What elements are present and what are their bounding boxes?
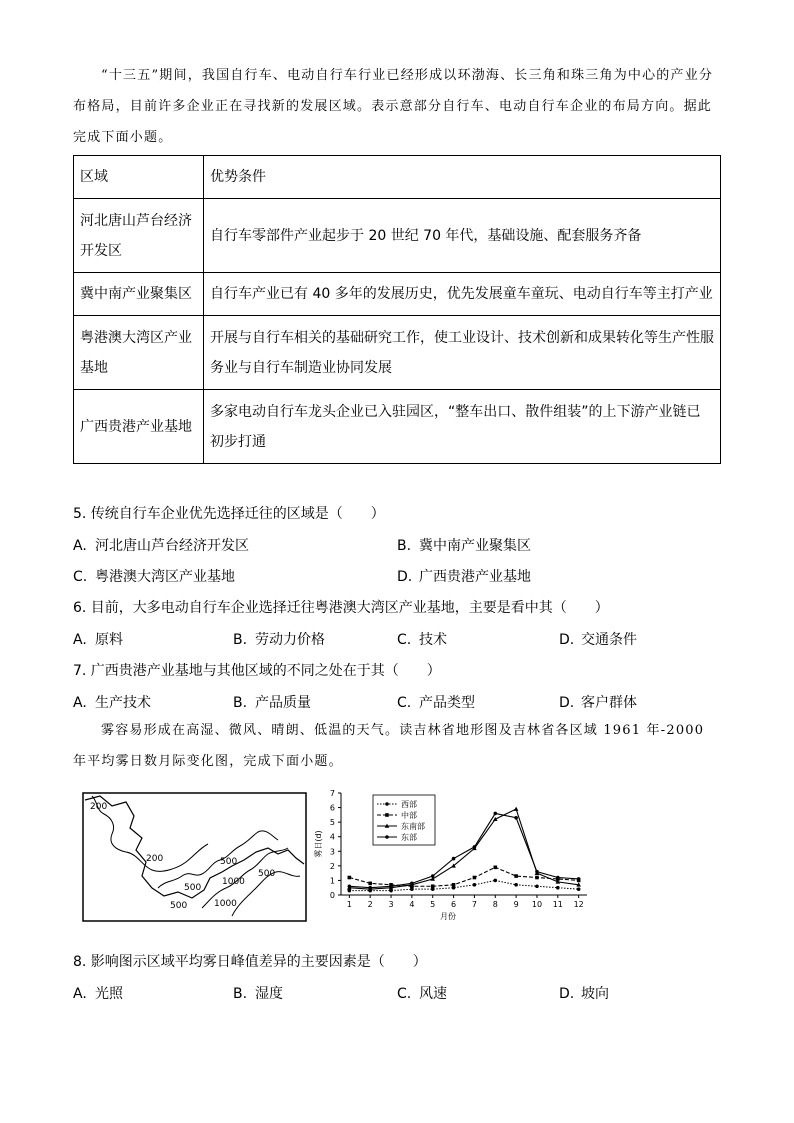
- option-letter: D.: [397, 569, 413, 585]
- data-point: [368, 882, 372, 886]
- option-letter: C.: [397, 632, 412, 648]
- data-point: [556, 876, 560, 880]
- question-7-stem: 7. 广西贵港产业基地与其他区域的不同之处在于其（ ）: [73, 663, 441, 679]
- contour-label: 500: [184, 883, 202, 893]
- contour-label: 1000: [214, 899, 237, 909]
- map-frame: [83, 793, 306, 921]
- data-point: [348, 884, 352, 888]
- y-tick-label: 4: [329, 832, 335, 842]
- legend-marker: [385, 835, 389, 839]
- y-tick-label: 3: [329, 847, 335, 857]
- data-point: [473, 883, 477, 887]
- x-tick-label: 5: [430, 900, 436, 909]
- fog-days-chart: [305, 787, 595, 927]
- y-axis-label: 雾日(d): [314, 830, 323, 858]
- data-point: [514, 874, 518, 878]
- x-tick-label: 9: [513, 900, 519, 909]
- question-6-stem: 6. 目前，大多电动自行车企业选择迁往粤港澳大湾区产业基地，主要是看中其（ ）: [73, 600, 609, 616]
- question-7-option-a[interactable]: [73, 692, 151, 712]
- option-letter: B.: [233, 986, 248, 1002]
- question-8-option-a[interactable]: [73, 983, 123, 1003]
- question-6-option-a[interactable]: [73, 629, 123, 649]
- y-tick-label: 7: [329, 789, 335, 798]
- table-row: [74, 390, 721, 464]
- question-7-option-d[interactable]: [559, 692, 637, 712]
- option-letter: A.: [73, 538, 87, 554]
- question-8-option-b[interactable]: [233, 983, 283, 1003]
- option-letter: B.: [233, 695, 248, 711]
- option-text: 光照: [95, 986, 123, 1002]
- data-point: [431, 874, 435, 878]
- data-point: [514, 807, 519, 811]
- x-tick-label: 3: [388, 900, 394, 909]
- option-letter: A.: [73, 695, 87, 711]
- data-point: [556, 886, 560, 890]
- data-point: [514, 883, 518, 887]
- data-point: [577, 877, 581, 881]
- contour-label: 200: [90, 802, 108, 812]
- table-cell-region: 冀中南产业聚集区: [74, 273, 204, 316]
- x-tick-label: 6: [451, 900, 457, 909]
- question-6-option-d[interactable]: [559, 629, 637, 649]
- legend-marker: [385, 813, 389, 817]
- y-tick-label: 0: [329, 891, 335, 900]
- option-letter: D.: [559, 986, 575, 1002]
- table-cell-advantage: 开展与自行车相关的基础研究工作，使工业设计、技术创新和成果转化等生产性服务业与自行车制造业协同发展: [204, 316, 721, 390]
- x-tick-label: 2: [367, 900, 373, 909]
- option-text: 广西贵港产业基地: [419, 569, 531, 585]
- data-point: [348, 876, 352, 880]
- x-tick-label: 12: [573, 900, 584, 909]
- data-point: [473, 845, 477, 849]
- x-tick-label: 7: [471, 900, 477, 909]
- jilin-terrain-map: [82, 792, 307, 922]
- table-cell-region: 广西贵港产业基地: [74, 390, 204, 464]
- contour-label: 200: [146, 854, 164, 864]
- question-5-option-c[interactable]: [73, 566, 235, 586]
- question-6-option-b[interactable]: [233, 629, 325, 649]
- question-8-stem: 8. 影响图示区域平均雾日峰值差异的主要因素是（ ）: [73, 954, 427, 970]
- option-letter: D.: [559, 695, 575, 711]
- contour-label: 1000: [222, 877, 245, 887]
- option-letter: C.: [73, 569, 88, 585]
- y-tick-label: 6: [329, 803, 335, 813]
- data-point: [535, 870, 539, 874]
- question-5-option-a[interactable]: [73, 535, 249, 555]
- data-point: [452, 883, 456, 887]
- data-point: [535, 876, 539, 880]
- question-5-option-b[interactable]: [397, 535, 531, 555]
- legend-marker: [385, 802, 389, 806]
- option-text: 湿度: [255, 986, 283, 1002]
- option-text: 客户群体: [581, 695, 637, 711]
- intro-paragraph-2: 雾容易形成在高湿、微风、晴朗、低温的天气。读吉林省地形图及吉林省各区域 1961 年-2000 年平均雾日数月际变化图，完成下面小题。: [73, 723, 705, 769]
- x-tick-label: 8: [492, 900, 498, 909]
- option-letter: A.: [73, 986, 87, 1002]
- x-tick-label: 4: [409, 900, 415, 909]
- option-text: 劳动力价格: [255, 632, 325, 648]
- data-point: [493, 879, 497, 883]
- table-header-row: [74, 156, 721, 199]
- data-point: [535, 884, 539, 888]
- question-5-stem: 5. 传统自行车企业优先选择迁往的区域是（ ）: [73, 506, 385, 522]
- table-cell-advantage: 自行车零部件产业起步于 20 世纪 70 年代，基础设施、配套服务齐备: [204, 199, 721, 273]
- legend-label: 东部: [401, 833, 417, 842]
- question-8-option-d[interactable]: [559, 983, 609, 1003]
- option-letter: D.: [559, 632, 575, 648]
- option-text: 坡向: [581, 986, 609, 1002]
- table-cell-region: 河北唐山芦台经济开发区: [74, 199, 204, 273]
- legend-label: 中部: [401, 811, 417, 820]
- y-tick-label: 5: [329, 818, 335, 828]
- option-letter: A.: [73, 632, 87, 648]
- series-line-1: [349, 880, 578, 890]
- data-point: [493, 812, 497, 816]
- option-text: 产品质量: [255, 695, 311, 711]
- table-row: [74, 316, 721, 390]
- data-point: [389, 884, 393, 888]
- data-point: [473, 876, 477, 880]
- advantage-table: [73, 155, 721, 464]
- x-tick-label: 10: [531, 900, 543, 909]
- data-point: [431, 884, 435, 888]
- contour-label: 500: [258, 869, 276, 879]
- intro-paragraph-1: “十三五”期间，我国自行车、电动自行车行业已经形成以环渤海、长三角和珠三角为中心的产业分布格局，目前许多企业正在寻找新的发展区域。表示意部分自行车、电动自行车企业的布局方向。据此完成下面小题。: [73, 68, 714, 145]
- x-tick-label: 1: [346, 900, 352, 909]
- option-text: 风速: [419, 986, 447, 1002]
- question-8-option-c[interactable]: [397, 983, 447, 1003]
- contour-label: 500: [170, 901, 188, 911]
- option-text: 生产技术: [95, 695, 151, 711]
- legend-label: 东南部: [401, 822, 425, 831]
- table-cell-advantage: 自行车产业已有 40 多年的发展历史，优先发展童车童玩、电动自行车等主打产业: [204, 273, 721, 316]
- option-text: 交通条件: [581, 632, 637, 648]
- table-cell-advantage: 多家电动自行车龙头企业已入驻园区，“整车出口、散件组装”的上下游产业链已初步打通: [204, 390, 721, 464]
- table-row: [74, 199, 721, 273]
- y-tick-label: 2: [329, 861, 335, 871]
- x-axis-label: 月份: [440, 912, 456, 921]
- y-tick-label: 1: [329, 876, 335, 886]
- x-tick-label: 11: [552, 900, 563, 909]
- option-text: 技术: [419, 632, 447, 648]
- option-letter: C.: [397, 695, 412, 711]
- question-7-option-b[interactable]: [233, 692, 311, 712]
- option-text: 粤港澳大湾区产业基地: [95, 569, 235, 585]
- data-point: [514, 816, 518, 820]
- legend-label: 西部: [401, 800, 417, 809]
- option-text: 冀中南产业聚集区: [419, 538, 531, 554]
- table-header-region: 区域: [74, 156, 204, 199]
- data-point: [452, 857, 456, 861]
- table-header-advantage: 优势条件: [204, 156, 721, 199]
- option-text: 原料: [95, 632, 123, 648]
- table-cell-region: 粤港澳大湾区产业基地: [74, 316, 204, 390]
- data-point: [410, 882, 414, 886]
- option-text: 河北唐山芦台经济开发区: [95, 538, 249, 554]
- question-7-option-c[interactable]: [397, 692, 475, 712]
- contour-label: 500: [220, 857, 238, 867]
- data-point: [577, 887, 581, 891]
- option-letter: B.: [233, 632, 248, 648]
- table-row: [74, 273, 721, 316]
- question-6-option-c[interactable]: [397, 629, 447, 649]
- option-text: 产品类型: [419, 695, 475, 711]
- option-letter: C.: [397, 986, 412, 1002]
- option-letter: B.: [397, 538, 412, 554]
- question-5-option-d[interactable]: [397, 566, 531, 586]
- data-point: [493, 866, 497, 870]
- data-point: [368, 886, 372, 890]
